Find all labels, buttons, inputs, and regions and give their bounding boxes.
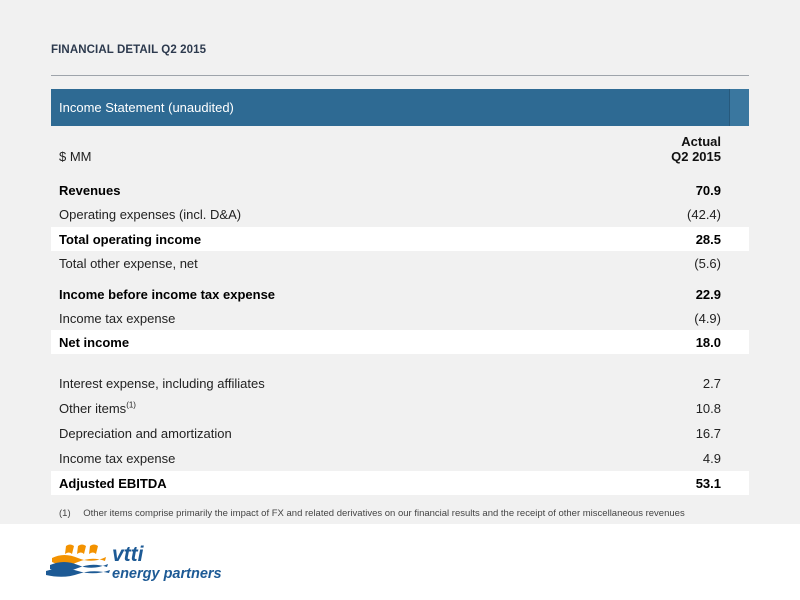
row-value: 18.0 — [695, 335, 721, 350]
table-row — [51, 202, 749, 226]
column-title-line1: Actual — [681, 134, 721, 149]
row-label: Interest expense, including affiliates — [59, 376, 265, 391]
slide-title: FINANCIAL DETAIL Q2 2015 — [51, 44, 207, 56]
row-label-text: Other items — [59, 401, 127, 416]
row-label: Total other expense, net — [59, 256, 198, 271]
row-label: Income before income tax expense — [59, 287, 276, 302]
row-value: 10.8 — [695, 401, 721, 416]
row-label: Depreciation and amortization — [59, 426, 232, 441]
row-label: Total operating income — [59, 232, 202, 247]
row-label: Revenues — [59, 183, 121, 198]
column-title-line2: Q2 2015 — [671, 149, 721, 164]
row-label: Income tax expense — [59, 311, 176, 326]
unit-label: $ MM — [59, 149, 92, 164]
row-label: Net income — [59, 335, 130, 350]
table-row — [51, 178, 749, 202]
footnote-mark: (1) — [59, 508, 71, 519]
column-title — [671, 134, 721, 164]
table-row — [51, 421, 749, 445]
row-value: 16.7 — [695, 426, 721, 441]
row-value: (42.4) — [687, 207, 721, 222]
table-row — [51, 282, 749, 306]
row-value: (5.6) — [694, 256, 721, 271]
table-row — [51, 227, 749, 251]
table-row — [51, 371, 749, 395]
row-label: Income tax expense — [59, 451, 176, 466]
row-value: 2.7 — [702, 376, 721, 391]
logo-brand-text: vtti — [112, 543, 144, 566]
logo-tagline-text: energy partners — [112, 566, 222, 582]
footnote-reference: (1) — [126, 400, 136, 410]
row-value: 28.5 — [695, 232, 721, 247]
row-value: 70.9 — [695, 183, 721, 198]
row-value: 53.1 — [695, 476, 721, 491]
table-header-title: Income Statement (unaudited) — [59, 100, 234, 115]
vtti-logo-icon — [44, 540, 234, 584]
title-divider — [51, 75, 749, 76]
row-label — [59, 401, 136, 416]
footnote — [59, 508, 685, 519]
row-label: Operating expenses (incl. D&A) — [59, 207, 242, 222]
table-row — [51, 330, 749, 354]
table-row — [51, 396, 749, 420]
table-header-bar — [51, 89, 749, 126]
row-value: (4.9) — [694, 311, 721, 326]
table-row — [51, 306, 749, 330]
table-row — [51, 251, 749, 275]
row-value: 22.9 — [695, 287, 721, 302]
row-label: Adjusted EBITDA — [59, 476, 167, 491]
table-header-accent — [729, 89, 749, 126]
table-row — [51, 446, 749, 470]
column-header — [51, 134, 749, 168]
row-value: 4.9 — [702, 451, 721, 466]
company-logo — [44, 540, 234, 584]
table-row — [51, 471, 749, 495]
footnote-text: Other items comprise primarily the impact of FX and related derivatives on our financial results and the receipt of other miscellaneous revenues — [83, 508, 685, 519]
